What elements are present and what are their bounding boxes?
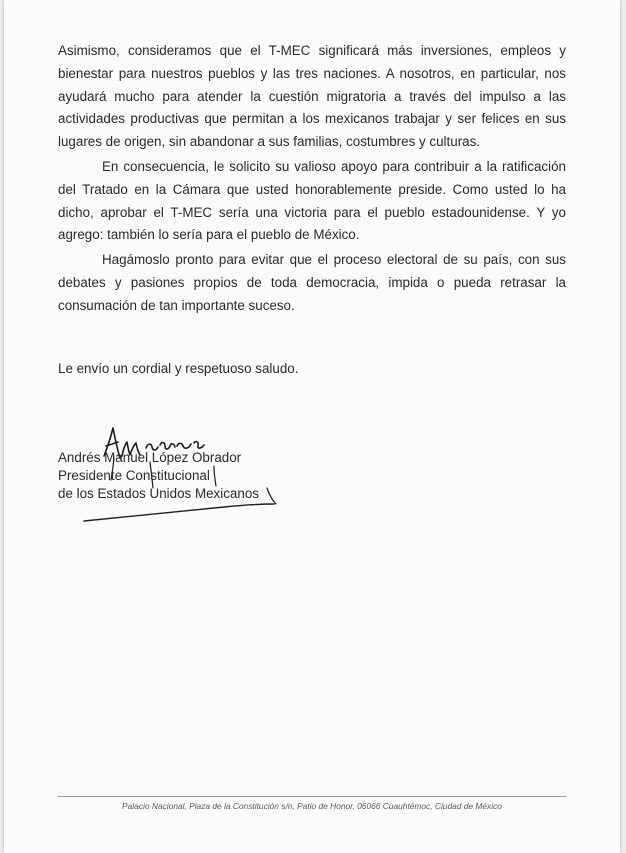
closing-salutation: Le envío un cordial y respetuoso saludo. [58, 361, 299, 376]
letter-page [4, 0, 620, 853]
signatory-name: Andrés Manuel López Obrador [58, 450, 242, 465]
letter-body [58, 40, 566, 318]
paragraph-urgency: Hagámoslo pronto para evitar que el proceso electoral de su país, con sus debates y pasiones propios de toda democracia, impida o pueda retrasar la consumación de tan importante suceso. [58, 252, 566, 313]
signatory-country: de los Estados Unidos Mexicanos [58, 486, 259, 501]
paragraph-investment: Asimismo, consideramos que el T-MEC significará más inversiones, empleos y bienestar para nuestros pueblos y las tres naciones. A nosotros, en particular, nos ayudará mucho para atender la cuestión migratoria a través del impulso a las actividades productivas que permitan a los mexicanos trabajar y ser felices en sus lugares de origen, sin abandonar a sus familias, costumbres y culturas. [58, 43, 566, 150]
footer-address: Palacio Nacional, Plaza de la Constitución s/n, Patio de Honor, 06066 Cuauhtémoc, Ciudad de México [122, 801, 502, 811]
signatory-title: Presidente Constitucional [58, 468, 210, 483]
footer-divider [58, 796, 566, 797]
handwritten-signature [64, 418, 294, 528]
paragraph-ratification-request: En consecuencia, le solicito su valioso apoyo para contribuir a la ratificación del Tratado en la Cámara que usted honorablemente preside. Como usted lo ha dicho, aprobar el T-MEC sería una victoria para el pueblo estadounidense. Y yo agrego: también lo sería para el pueblo de México. [58, 158, 566, 243]
